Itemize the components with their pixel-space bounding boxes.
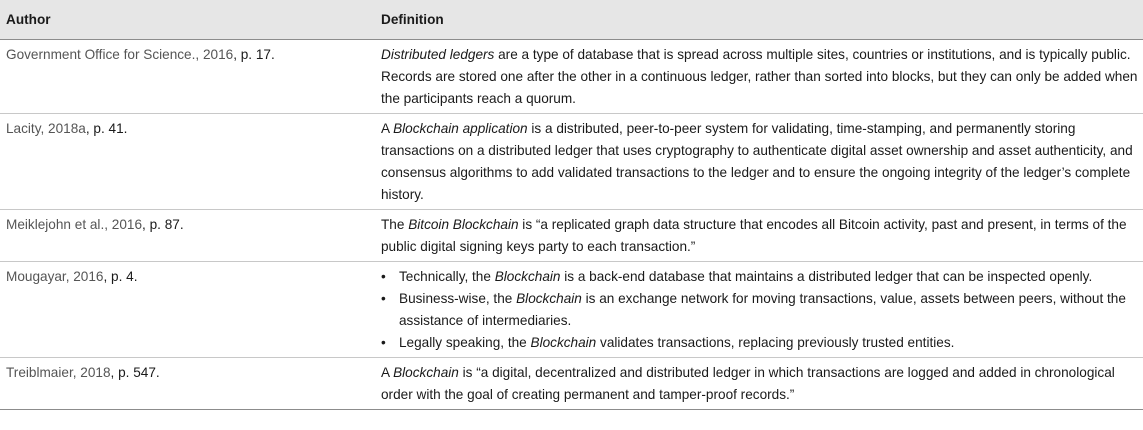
citation-link[interactable]: Treiblmaier, 2018 [6,365,111,380]
emphasized-term: Distributed ledgers [381,47,495,62]
table-row [0,358,1143,410]
definition-text: Technically, the [399,269,495,284]
bullet-list [381,266,1143,354]
definition-text: Legally speaking, the [399,335,531,350]
definition-text: is a back-end database that maintains a distributed ledger that can be inspected openly. [560,269,1093,284]
emphasized-term: Blockchain application [393,121,528,136]
citation-link[interactable]: Meiklejohn et al., 2016 [6,217,143,232]
citation-page: , p. 17. [233,47,275,62]
definition-cell [375,40,1143,114]
emphasized-term: Blockchain [393,365,459,380]
table-row [0,114,1143,210]
header-definition: Definition [381,12,444,27]
author-cell [0,358,375,410]
list-item [399,288,1143,332]
table-header-row [0,0,1143,40]
definition-cell [375,114,1143,210]
definition-cell [375,262,1143,358]
header-author: Author [6,12,51,27]
citation-link[interactable]: Government Office for Science., 2016 [6,47,234,62]
citation-link[interactable]: Lacity, 2018a [6,121,86,136]
citation-link[interactable]: Mougayar, 2016 [6,269,104,284]
table-row [0,262,1143,358]
definition-text: is an exchange network for moving transactions, value, assets between peers, without the assistance of intermediaries. [399,291,1126,328]
table-row [0,210,1143,262]
author-cell [0,210,375,262]
definition-text: validates transactions, replacing previously trusted entities. [596,335,955,350]
definition-text: are a type of database that is spread across multiple sites, countries or institutions, and is typically public. Records are stored one after the other in a continuous ledger, rather than sorted into blocks, but they can only be added when the participants reach a quorum. [381,47,1138,106]
definition-text: is “a replicated graph data structure that encodes all Bitcoin activity, past and present, in terms of the public digital signing keys party to each transaction.” [381,217,1127,254]
emphasized-term: Bitcoin Blockchain [408,217,519,232]
table-row [0,40,1143,114]
citation-page: , p. 4. [103,269,138,284]
definition-cell [375,210,1143,262]
definition-text: A [381,365,394,380]
definition-text: A [381,121,394,136]
author-cell [0,262,375,358]
definition-cell [375,358,1143,410]
definition-text: is a distributed, peer-to-peer system for validating, time-stamping, and permanently storing transactions on a distributed ledger that uses cryptography to authenticate digital asset ownership and asset authenticity, and consensus algorithms to add validated transactions to the ledger and to ensure the ongoing integrity of the ledger’s complete history. [381,121,1133,202]
emphasized-term: Blockchain [494,269,561,284]
emphasized-term: Blockchain [530,335,597,350]
list-item [399,266,1143,288]
emphasized-term: Blockchain [516,291,582,306]
table-body [0,40,1143,410]
definition-text: Business-wise, the [399,291,517,306]
definition-text: The [381,217,409,232]
citation-page: , p. 547. [110,365,160,380]
citation-page: , p. 41. [85,121,128,136]
definition-text: is “a digital, decentralized and distributed ledger in which transactions are logged and added in chronological order with the goal of creating permanent and tamper-proof records.” [381,365,1115,402]
citation-page: , p. 87. [142,217,184,232]
author-cell [0,40,375,114]
list-item [399,332,1143,354]
author-cell [0,114,375,210]
